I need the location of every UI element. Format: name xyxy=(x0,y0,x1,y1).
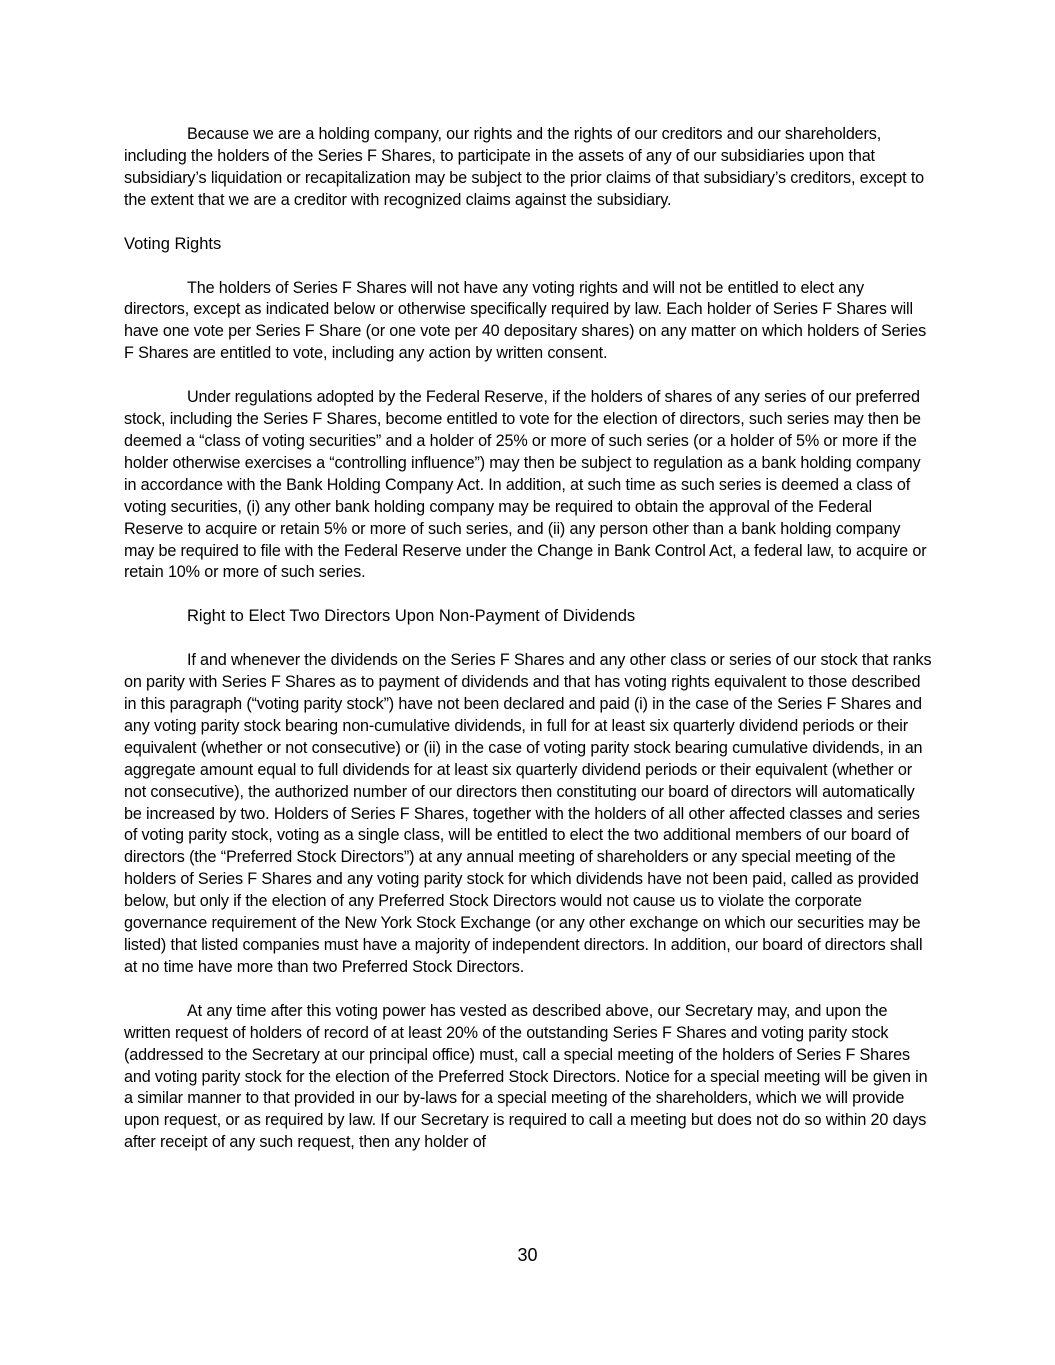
paragraph-holding-company: Because we are a holding company, our rights and the rights of our creditors and our shareholders, including the holders of the Series F Shares, to participate in the assets of any of our subsidiaries upon that subsidiary’s liquidation or recapitalization may be subject to the prior claims of that subsidiary’s creditors, except to the extent that we are a creditor with recognized claims against the subsidiary. xyxy=(124,125,925,209)
paragraph-federal-reserve: Under regulations adopted by the Federal Reserve, if the holders of shares of any series of our preferred stock, including the Series F Shares, become entitled to vote for the election of directors, such series may then be deemed a “class of voting securities” and a holder of 25% or more of such series (or a holder of 5% or more if the holder otherwise exercises a “controlling influence”) may then be subject to regulation as a bank holding company in accordance with the Bank Holding Company Act. In addition, at such time as such series is deemed a class of voting securities, (i) any other bank holding company may be required to obtain the approval of the Federal Reserve to acquire or retain 5% or more of such series, and (ii) any person other than a bank holding company may be required to file with the Federal Reserve under the Change in Bank Control Act, a federal law, to acquire or retain 10% or more of such series. xyxy=(124,388,927,582)
paragraph-special-meeting: At any time after this voting power has vested as described above, our Secretary may, and upon the written request of holders of record of at least 20% of the outstanding Series F Shares and voting parity stock (addressed to the Secretary at our principal office) must, call a special meeting of the holders of Series F Shares and voting parity stock for the election of the Preferred Stock Directors. Notice for a special meeting will be given in a similar manner to that provided in our by-laws for a special meeting of the shareholders, which we will provide upon request, or as required by law. If our Secretary is required to call a meeting but does not do so within 20 days after receipt of any such request, then any holder of xyxy=(124,1001,928,1152)
paragraph-voting-rights: The holders of Series F Shares will not have any voting rights and will not be entitled to elect any directors, except as indicated below or otherwise specifically required by law. Each holder of Series F Shares will have one vote per Series F Share (or one vote per 40 depositary shares) on any matter on which holders of Series F Shares are entitled to vote, including any action by written consent. xyxy=(124,278,927,363)
page-number: 30 xyxy=(517,1245,538,1265)
heading-right-to-elect-directors: Right to Elect Two Directors Upon Non-Payment of Dividends xyxy=(187,607,636,626)
heading-voting-rights: Voting Rights xyxy=(124,234,222,253)
document-body xyxy=(124,124,932,1154)
paragraph-dividend-nonpayment: If and whenever the dividends on the Series F Shares and any other class or series of our stock that ranks on parity with Series F Shares as to payment of dividends and that has voting rights equivalent to those described in this paragraph (“voting parity stock”) have not been declared and paid (i) in the case of the Series F Shares and any voting parity stock bearing non-cumulative dividends, in full for at least six quarterly dividend periods or their equivalent (whether or not consecutive) or (ii) in the case of voting parity stock bearing cumulative dividends, in an aggregate amount equal to full dividends for at least six quarterly dividend periods or their equivalent (whether or not consecutive), the authorized number of our directors then constituting our board of directors will automatically be increased by two. Holders of Series F Shares, together with the holders of all other affected classes and series of voting parity stock, voting as a single class, will be entitled to elect the two additional members of our board of directors (the “Preferred Stock Directors”) at any annual meeting of shareholders or any special meeting of the holders of Series F Shares and any voting parity stock for which dividends have not been paid, called as provided below, but only if the election of any Preferred Stock Directors would not cause us to violate the corporate governance requirement of the New York Stock Exchange (or any other exchange on which our securities may be listed) that listed companies must have a majority of independent directors. In addition, our board of directors shall at no time have more than two Preferred Stock Directors. xyxy=(124,651,932,976)
